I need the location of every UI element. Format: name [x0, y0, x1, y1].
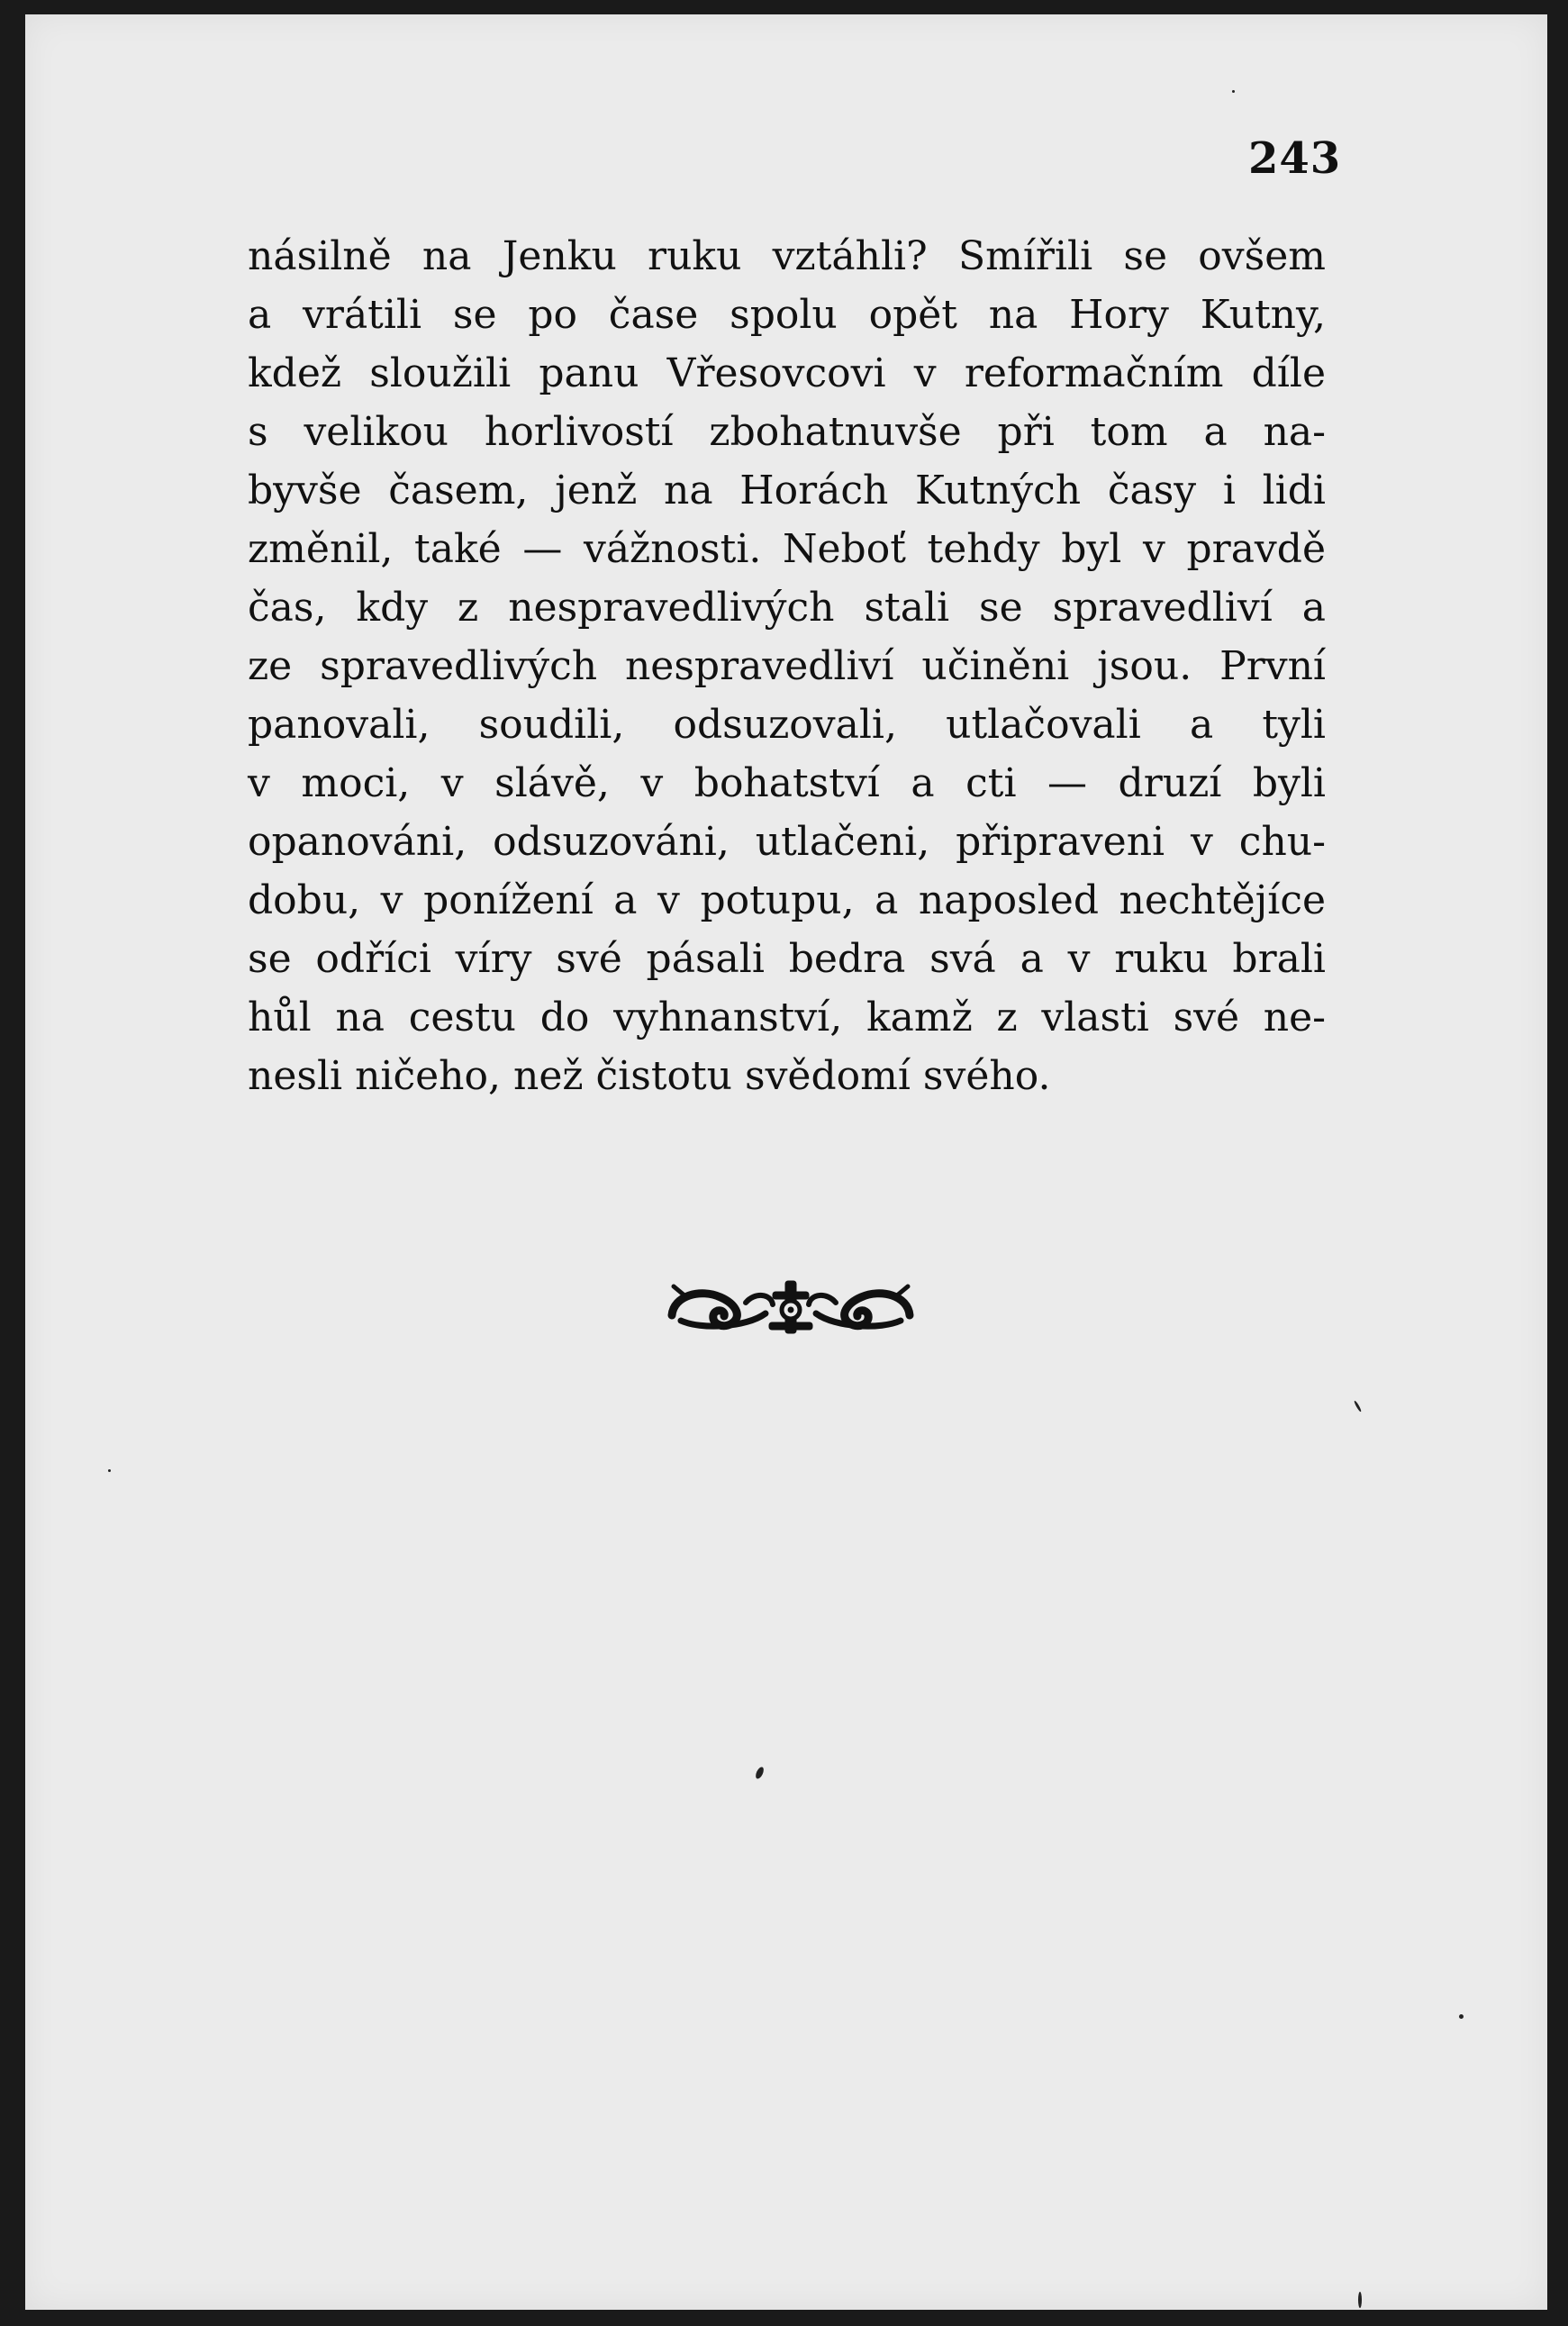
text-line: se odříci víry své pásali bedra svá a v ruku brali [248, 936, 1326, 982]
text-line: ze spravedlivých nespravedliví učiněni jsou. První [248, 643, 1326, 689]
text-line: nesli ničeho, než čistotu svědomí svého. [248, 1053, 1051, 1099]
text-line: dobu, v ponížení a v potupu, a naposled nechtějíce [248, 877, 1326, 923]
text-line: v moci, v slávě, v bohatství a cti — druzí byli [248, 760, 1326, 806]
text-line: panovali, soudili, odsuzovali, utlačovali a tyli [248, 702, 1326, 748]
paper-speck [1354, 1400, 1363, 1413]
scroll-flourish-ornament-icon [665, 1276, 917, 1340]
text-line: násilně na Jenku ruku vztáhli? Smířili se ovšem [248, 233, 1326, 279]
text-line: hůl na cestu do vyhnanství, kamž z vlasti své ne- [248, 995, 1326, 1040]
page-number: 243 [1248, 133, 1342, 184]
text-line: byvše časem, jenž na Horách Kutných časy i lidi [248, 468, 1326, 513]
paper-speck [754, 1766, 765, 1780]
text-line: a vrátili se po čase spolu opět na Hory Kutny, [248, 292, 1326, 338]
paper-speck [108, 1469, 111, 1472]
text-line: kdež sloužili panu Vřesovcovi v reformačním díle [248, 350, 1326, 396]
paper-speck [1459, 2014, 1464, 2019]
body-paragraph [248, 227, 1326, 1105]
text-line: s velikou horlivostí zbohatnuvše při tom a na- [248, 409, 1326, 455]
paper-speck [1358, 2292, 1362, 2308]
text-line: čas, kdy z nespravedlivých stali se spravedliví a [248, 585, 1326, 631]
book-page [25, 14, 1547, 2310]
text-line: opanováni, odsuzováni, utlačeni, připraveni v chu- [248, 819, 1326, 865]
paper-speck [1232, 90, 1235, 93]
text-line: změnil, také — vážnosti. Neboť tehdy byl v pravdě [248, 526, 1326, 572]
